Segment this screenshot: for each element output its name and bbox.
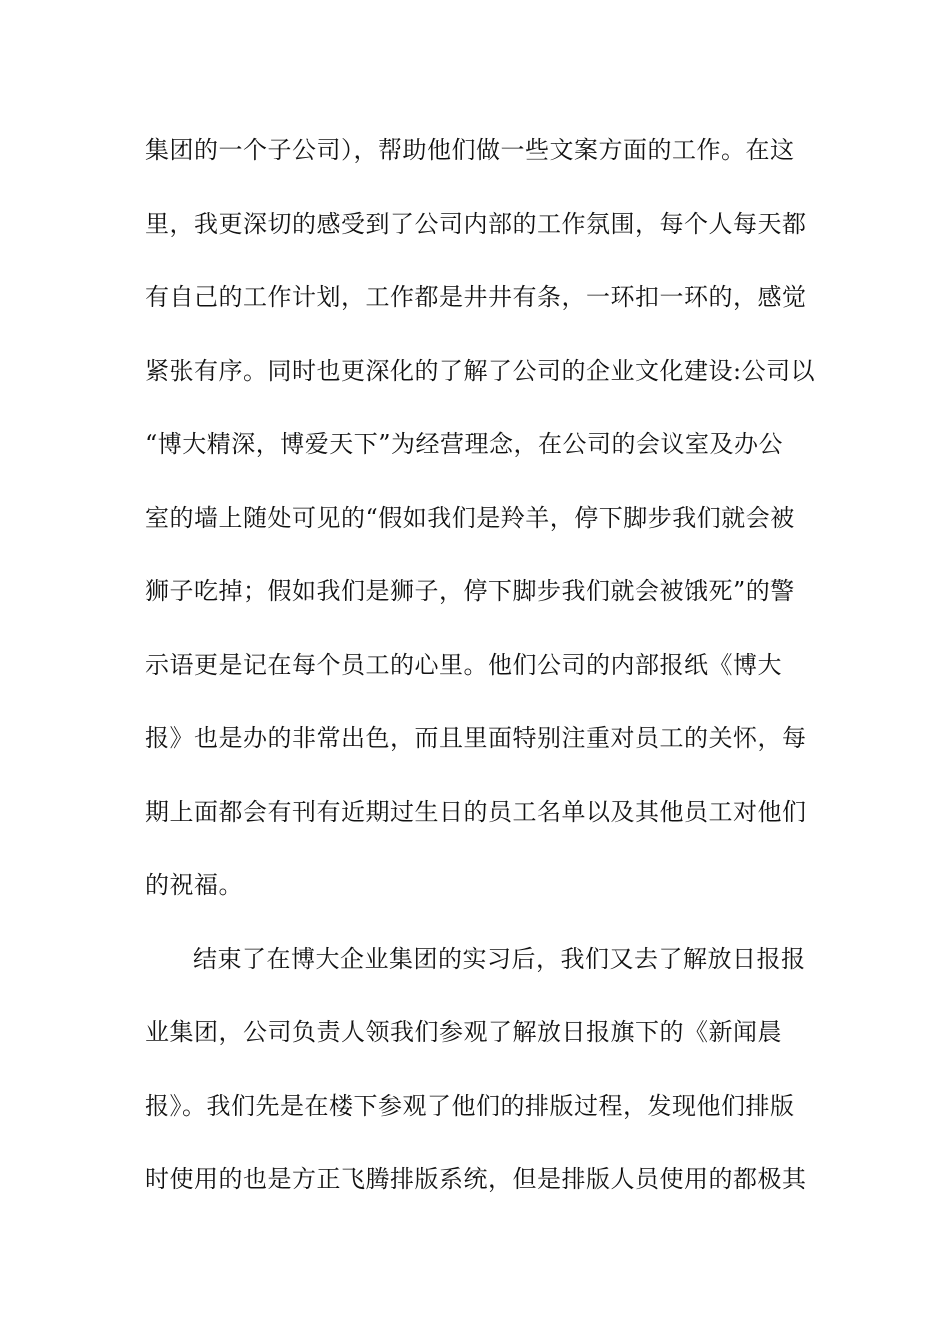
- text-line: 狮子吃掉；假如我们是狮子，停下脚步我们就会被饿死”的警: [145, 577, 795, 605]
- text-line: 室的墙上随处可见的“假如我们是羚羊，停下脚步我们就会被: [145, 503, 795, 532]
- text-line: 示语更是记在每个员工的心里。他们公司的内部报纸《博大: [145, 650, 782, 679]
- text-line: 报》也是办的非常出色，而且里面特别注重对员工的关怀，每: [145, 724, 807, 752]
- body-text: [145, 128, 816, 1231]
- text-line: 期上面都会有刊有近期过生日的员工名单以及其他员工对他们: [145, 797, 807, 826]
- text-line: 时使用的也是方正飞腾排版系统，但是排版人员使用的都极其: [145, 1165, 807, 1193]
- text-line: 业集团，公司负责人领我们参观了解放日报旗下的《新闻晨: [145, 1018, 782, 1046]
- text-line: 紧张有序。同时也更深化的了解了公司的企业文化建设:公司以: [145, 356, 816, 385]
- text-line: “博大精深，博爱天下”为经营理念，在公司的会议室及办公: [145, 430, 784, 458]
- paragraph-start-line: 结束了在博大企业集团的实习后，我们又去了解放日报报: [193, 944, 806, 973]
- text-line: 集团的一个子公司），帮助他们做一些文案方面的工作。在这: [145, 136, 795, 164]
- text-line: 有自己的工作计划，工作都是井井有条，一环扣一环的，感觉: [145, 283, 807, 311]
- text-line: 里，我更深切的感受到了公司内部的工作氛围，每个人每天都: [145, 209, 807, 238]
- text-line: 的祝福。: [145, 871, 243, 899]
- text-line: 报》。我们先是在楼下参观了他们的排版过程，发现他们排版: [145, 1091, 795, 1120]
